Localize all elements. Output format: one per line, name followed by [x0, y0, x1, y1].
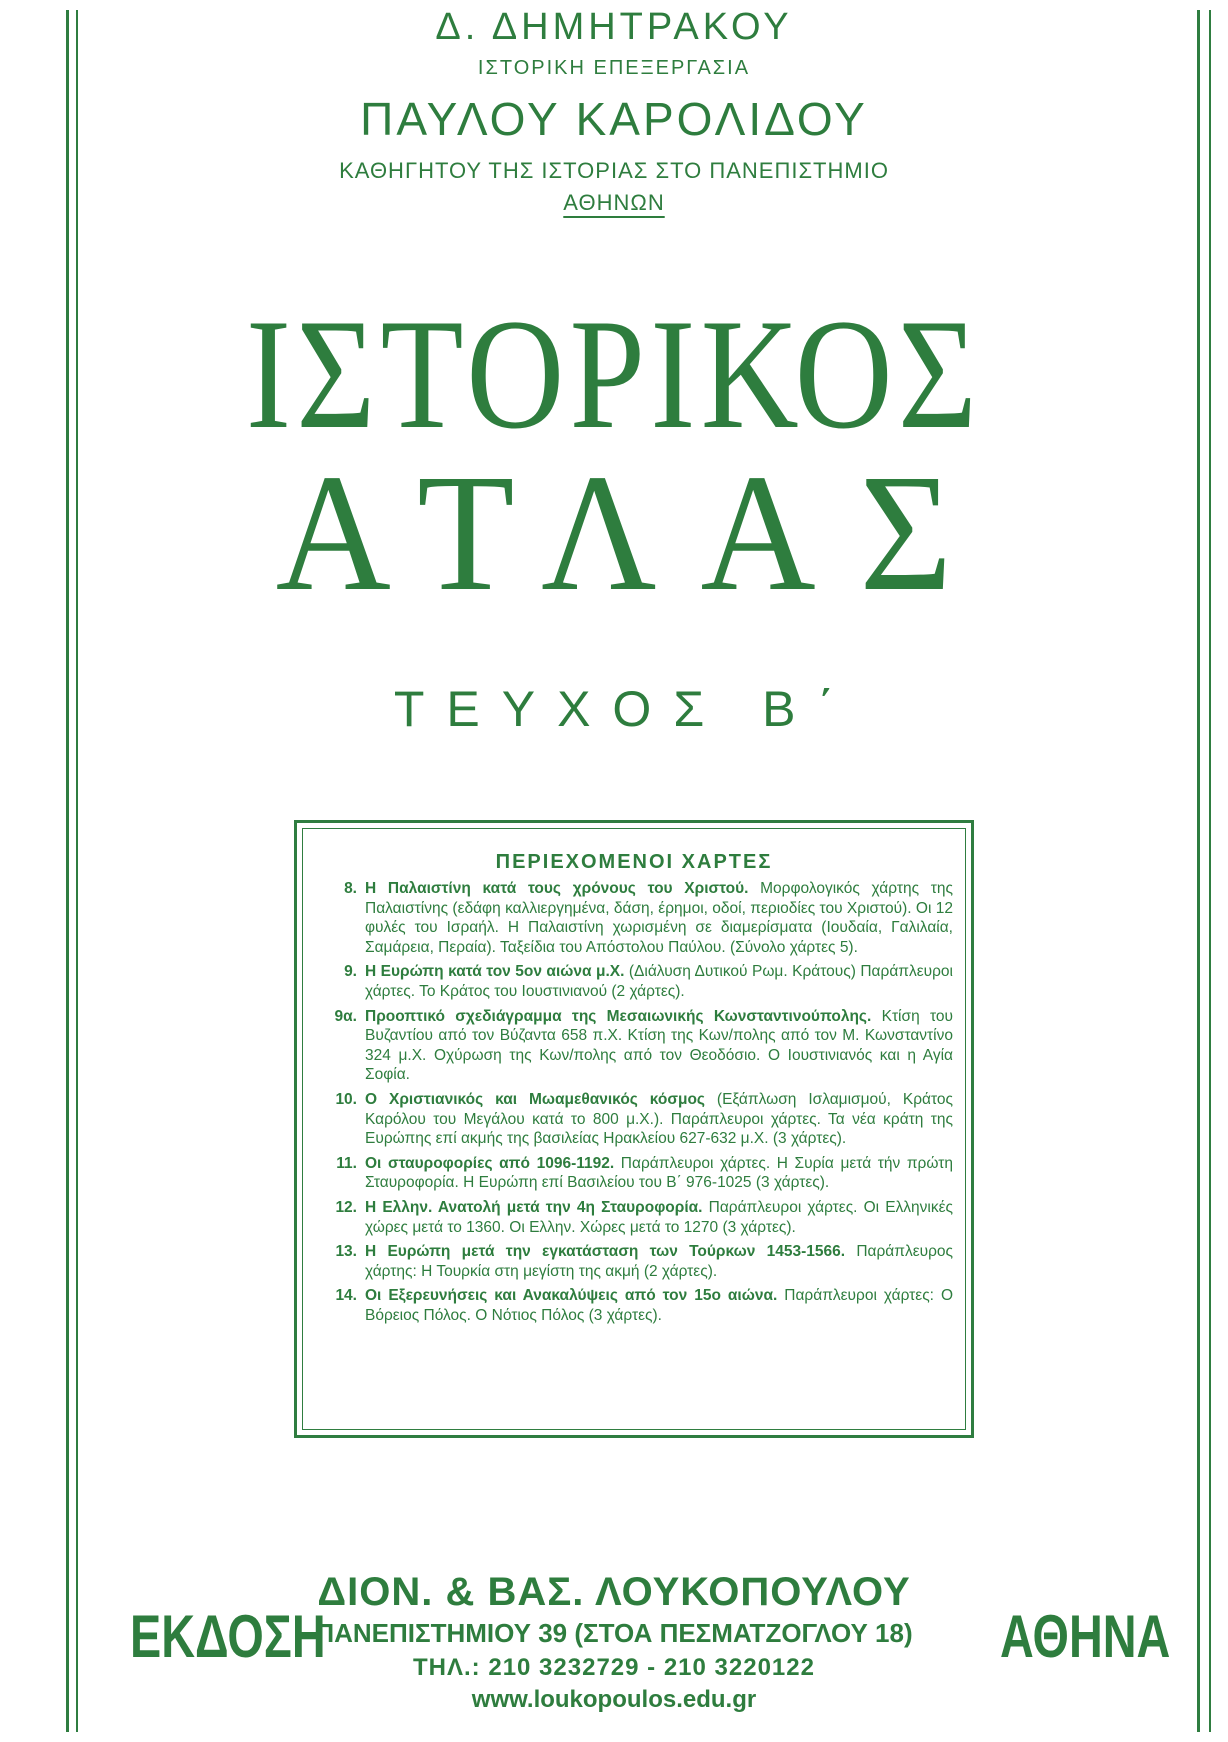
entry-number: 10.	[335, 1090, 357, 1108]
contents-entry	[319, 879, 953, 957]
right-border-rule-outer	[1209, 10, 1211, 1732]
title-line-1: ΙΣΤΟΡΙΚΟΣ	[245, 287, 983, 462]
entry-description: (Εξάπλωση Ισλαμισμού, Κράτος Καρόλου του Μεγάλου κατά το 800 μ.Χ.). Παράπλευροι χάρτες. Τα νέα κράτη της Ευρώπης επί ακμής της βασιλείας Ηρακλείου 627-632 μ.Χ. (3 χάρτες).	[365, 1090, 953, 1148]
contents-entry	[319, 1242, 953, 1281]
entry-number: 8.	[344, 880, 357, 897]
entry-title: Ο Χριστιανικός και Μωαμεθανικός κόσμος	[365, 1090, 705, 1108]
entry-title: Η Ευρώπη μετά την εγκατάσταση των Τούρκων 1453-1566.	[365, 1243, 846, 1261]
publisher-name: ΔΙΟΝ. & ΒΑΣ. ΛΟΥΚΟΠΟΥΛΟΥ	[317, 1570, 911, 1614]
contents-entry	[319, 1154, 953, 1193]
entry-title: Η Ελλην. Ανατολή μετά την 4η Σταυροφορία.	[365, 1198, 703, 1216]
contents-box	[294, 820, 974, 1438]
entry-text	[365, 1286, 953, 1325]
entry-number: 12.	[335, 1198, 357, 1216]
left-border-rule	[66, 10, 69, 1732]
entry-title: Η Παλαιστίνη κατά τους χρόνους του Χριστού.	[365, 880, 749, 897]
publisher-website: www.loukopoulos.edu.gr	[471, 1686, 757, 1713]
entry-text	[365, 879, 953, 957]
entry-description: Κτίση του Βυζαντίου από τον Βύζαντα 658 π.Χ. Κτίση της Κων/πολης από τον Μ. Κωνσταντίνο 324 μ.Χ. Οχύρωση της Κων/πολης από τον Θεοδόσιο. Ο Ιουστινιανός και η Αγία Σοφία.	[365, 1007, 953, 1084]
entry-title: Οι σταυροφορίες από 1096-1192.	[365, 1154, 615, 1172]
publisher-phone: ΤΗΛ.: 210 3232729 - 210 3220122	[413, 1654, 815, 1681]
contents-entry	[319, 1198, 953, 1237]
entry-text	[365, 1198, 953, 1237]
entry-title: Οι Εξερευνήσεις και Ανακαλύψεις από τον 15ο αιώνα.	[365, 1287, 778, 1305]
entry-description: Παράπλευροι χάρτες. Η Συρία μετά τήν πρώτη Σταυροφορία. Η Ευρώπη επί Βασιλείου του Β΄ 976-1025 (3 χάρτες).	[365, 1154, 953, 1192]
left-border-rule-inner	[76, 10, 78, 1732]
title-line-2: ΑΤΛΑΣ	[275, 440, 997, 626]
university-name: ΑΘΗΝΩΝ	[563, 190, 665, 215]
entry-title: Η Ευρώπη κατά τον 5ον αιώνα μ.Χ.	[365, 963, 625, 981]
entry-text	[365, 1242, 953, 1281]
contents-entry	[319, 962, 953, 1001]
entry-number: 11.	[336, 1154, 357, 1172]
contents-list	[319, 879, 953, 1330]
entry-text	[365, 1154, 953, 1193]
entry-text	[365, 1090, 953, 1149]
entry-number: 13.	[335, 1243, 357, 1261]
contents-entry	[319, 1090, 953, 1149]
entry-number: 9α.	[334, 1007, 357, 1025]
entry-description: Παράπλευροι χάρτες: Ο Βόρειος Πόλος. Ο Νότιος Πόλος (3 χάρτες).	[365, 1287, 953, 1324]
entry-number: 9.	[344, 963, 357, 981]
edition-label: ΕΚΔΟΣΗ	[130, 1603, 326, 1670]
contents-entry	[319, 1286, 953, 1325]
entry-number: 14.	[335, 1287, 357, 1305]
editor-name: ΠΑΥΛΟΥ ΚΑΡΟΛΙΔΟΥ	[360, 93, 868, 145]
publisher-address: ΠΑΝΕΠΙΣΤΗΜΙΟΥ 39 (ΣΤΟΑ ΠΕΣΜΑΤΖΟΓΛΟΥ 18)	[315, 1618, 913, 1648]
city-label: ΑΘΗΝΑ	[1000, 1603, 1171, 1670]
entry-text	[365, 1007, 953, 1085]
entry-description: (Διάλυση Δυτικού Ρωμ. Κράτους) Παράπλευροι χάρτες. Το Κράτος του Ιουστινιανού (2 χάρτες).	[365, 963, 953, 1000]
issue-label: ΤΕΥΧΟΣ Β΄	[393, 681, 857, 737]
contents-entry	[319, 1007, 953, 1085]
entry-description: Παράπλευρος χάρτης: Η Τουρκία στη μεγίστη της ακμή (2 χάρτες).	[365, 1243, 953, 1280]
entry-text	[365, 962, 953, 1001]
entry-title: Προοπτικό σχεδιάγραμμα της Μεσαιωνικής Κωνσταντινούπολης.	[365, 1007, 872, 1025]
entry-description: Παράπλευροι χάρτες. Οι Ελληνικές χώρες μετά το 1360. Οι Ελλην. Χώρες μετά το 1270 (3 χάρτες).	[365, 1198, 953, 1236]
contents-heading: ΠΕΡΙΕΧΟΜΕΝΟΙ ΧΑΡΤΕΣ	[495, 851, 773, 873]
university-line	[0, 190, 1228, 216]
professor-title: ΚΑΘΗΓΗΤΟΥ ΤΗΣ ΙΣΤΟΡΙΑΣ ΣΤΟ ΠΑΝΕΠΙΣΤΗΜΙΟ	[339, 158, 889, 183]
entry-description: Μορφολογικός χάρτης της Παλαιστίνης (εδάφη καλλιεργημένα, δάση, έρημοι, οδοί, περιοδίες του Χριστού). Οι 12 φυλές του Ισραήλ. Η Παλαιστίνη χωρισμένη σε διαμερίσματα (Ιουδαία, Γαλιλαία, Σαμάρεια, Περαία). Ταξείδια του Απόστολου Παύλου. (Σύνολο χάρτες 5).	[365, 880, 953, 956]
right-border-rule	[1197, 10, 1200, 1732]
author-name: Δ. ΔΗΜΗΤΡΑΚΟΥ	[435, 6, 793, 48]
editing-label: ΙΣΤΟΡΙΚΗ ΕΠΕΞΕΡΓΑΣΙΑ	[477, 57, 751, 79]
